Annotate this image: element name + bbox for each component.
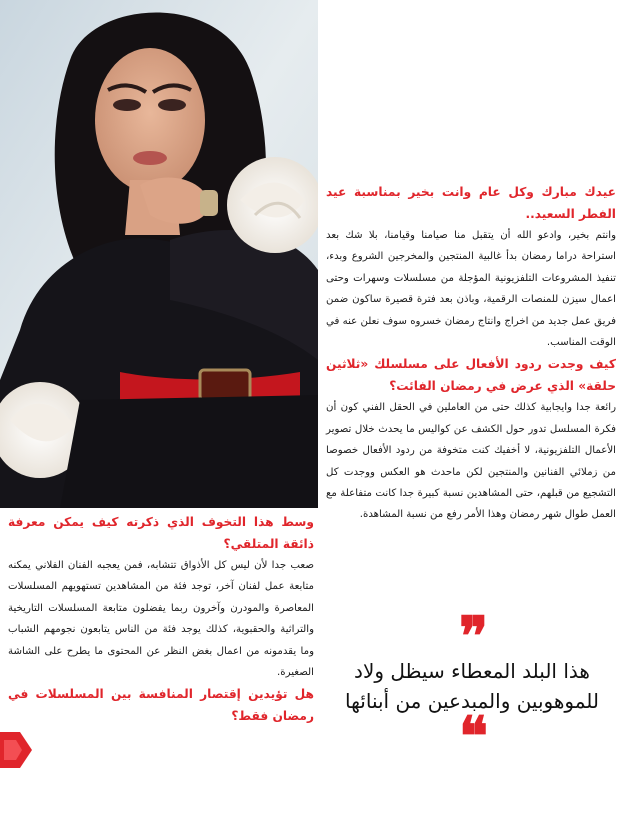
answer-paragraph: صعب جدا لأن ليس كل الأذواق تتشابه، فمن يعجبه الفنان الفلاني يمكنه متابعة عمل لفنان آخر، توجد فئة من المشاهدين تستهويهم المسلسلات المعاصرة والمودرن وآخرون ربما يفضلون متابعة المسلسلات التاريخية والتراثية والحقبوية، كذلك يوجد فئة من الناس يتابعون نجومهم الشباب وما يقدمونه من اعمال بغض النظر عن المحتوى ما يطرح على الشاشة الصغيرة.: [8, 560, 314, 679]
question-heading: هل تؤيدين إقتصار المنافسة بين المسلسلات في رمضان فقط؟: [8, 687, 314, 724]
left-column: [8, 511, 314, 727]
question-heading: وسط هذا التخوف الذي ذكرته كيف يمكن معرفة ذائقة المتلقي؟: [8, 515, 314, 551]
pull-quote-text: هذا البلد المعطاء سيظل ولاد للموهوبين والمبدعين من أبنائها: [344, 659, 600, 713]
page-marker-icon: [0, 730, 34, 774]
answer-paragraph: رائعة جدا وايجابية كذلك حتى من العاملين في الحقل الفني كون أن فكرة المسلسل تدور حول الكشف عن كواليس ما يحدث خلال تصوير الأعمال التلفزيونية، لا أخفيك كنت متخوفة من ردود الأفعال خصوصا من زملائي الفنانين والمنتجين لكن ماحدث هو العكس ووجدت كل التشجيع من قبلهم، حتى المشاهدين نسبة كبيرة جدا كانت متفاعلة مع العمل طوال شهر رمضان وهذا الأمر رفع من نسبة المشاهدة.: [326, 402, 616, 521]
pull-quote: [322, 604, 622, 768]
answer-paragraph: وانتم بخير، وادعو الله أن يتقبل منا صيامنا وقيامنا، بلا شك بعد استراحة دراما رمضان بدأ غالبية المنتجين والمخرجين الشروع وبدء، تنفيذ المشروعات التلفزيونية المؤجلة من مسلسلات وسهرات وحتى اعمال سيزن للمنصات الرقمية، وباذن بعد فترة قصيرة ساكون ضمن فريق عمل جديد من اخراج وانتاج رمضان خسروه سوف نعلن عنه في الوقت المناسب.: [326, 230, 616, 349]
right-column: [326, 181, 616, 526]
open-quote-icon: ❞: [458, 604, 488, 668]
question-heading: عيدك مبارك وكل عام وانت بخير بمناسبة عيد الفطر السعيد..: [326, 185, 616, 221]
portrait-photo: [0, 0, 318, 508]
question-heading: كيف وجدت ردود الأفعال على مسلسلك «ثلاثين حلقة» الذي عرض في رمضان الفائت؟: [326, 357, 616, 394]
close-quote-icon: ❝: [458, 704, 488, 768]
